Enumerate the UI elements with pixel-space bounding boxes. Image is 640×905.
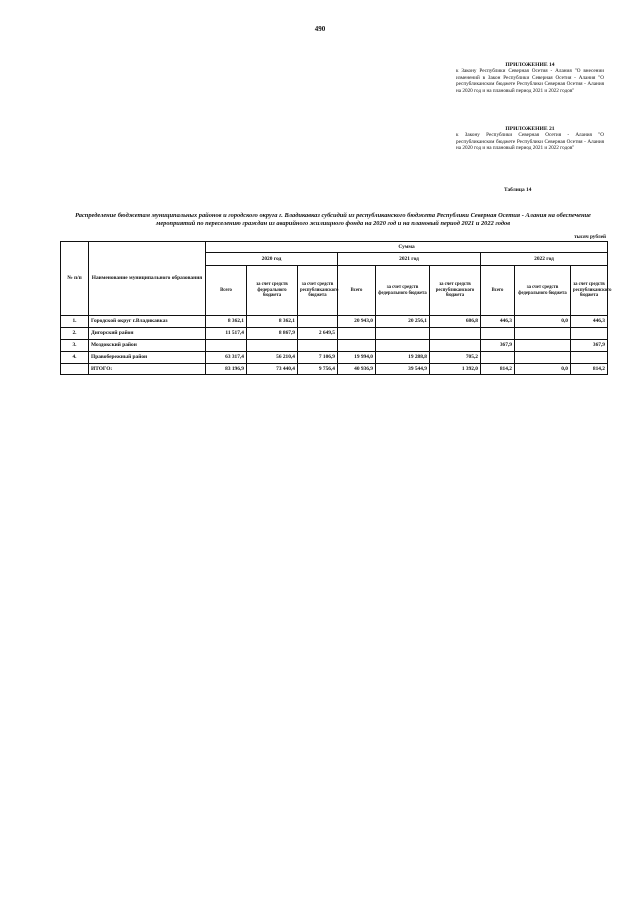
cell-2021-republic: [430, 340, 481, 352]
cell-2022-total: 446,3: [481, 316, 515, 328]
cell-2020-total: 63 317,4: [206, 352, 247, 364]
table-row: [61, 328, 608, 340]
units-label: тысяч рублей: [574, 234, 606, 240]
cell-2021-total: [338, 340, 376, 352]
total-2021-republic: 1 392,0: [430, 364, 481, 375]
cell-2021-republic: 686,8: [430, 316, 481, 328]
cell-2021-total: 19 994,0: [338, 352, 376, 364]
header-federal: за счет средств федерального бюджета: [376, 266, 430, 316]
total-2020-federal: 73 440,4: [247, 364, 298, 375]
header-federal: за счет средств федерального бюджета: [515, 266, 571, 316]
appendix-21-heading: ПРИЛОЖЕНИЕ 21: [505, 126, 555, 132]
row-number: 2.: [61, 328, 89, 340]
row-number: 4.: [61, 352, 89, 364]
cell-2021-total: 20 943,0: [338, 316, 376, 328]
cell-2022-total: [481, 352, 515, 364]
total-2022-federal: 0,0: [515, 364, 571, 375]
subsidy-table: [60, 241, 612, 375]
cell-2022-total: 367,9: [481, 340, 515, 352]
cell-2022-republic: 367,9: [571, 340, 608, 352]
cell-2021-republic: [430, 328, 481, 340]
appendix-14-block: [456, 62, 604, 94]
header-year-2020: 2020 год: [206, 253, 338, 266]
cell-2022-federal: 0,0: [515, 316, 571, 328]
header-year-2021: 2021 год: [338, 253, 481, 266]
row-number: 1.: [61, 316, 89, 328]
header-total: Всего: [206, 266, 247, 316]
row-name: Моздокский район: [89, 340, 206, 352]
row-number: 3.: [61, 340, 89, 352]
total-row: [61, 364, 608, 375]
header-republic: за счет средств республиканского бюджета: [571, 266, 608, 316]
cell-2020-total: 8 362,1: [206, 316, 247, 328]
cell-2020-republic: 7 106,9: [298, 352, 338, 364]
cell-2022-republic: [571, 352, 608, 364]
cell-2021-total: [338, 328, 376, 340]
total-2020-total: 83 196,9: [206, 364, 247, 375]
total-2021-federal: 39 544,9: [376, 364, 430, 375]
total-2021-total: 40 936,9: [338, 364, 376, 375]
table-row: [61, 340, 608, 352]
cell-2021-republic: 705,2: [430, 352, 481, 364]
header-total: Всего: [338, 266, 376, 316]
cell-2020-federal: 8 362,1: [247, 316, 298, 328]
cell-2021-federal: [376, 328, 430, 340]
cell-2020-federal: 8 867,9: [247, 328, 298, 340]
total-2022-total: 814,2: [481, 364, 515, 375]
row-name: Дигорский район: [89, 328, 206, 340]
row-name: Городской округ г.Владикавказ: [89, 316, 206, 328]
total-2020-republic: 9 756,4: [298, 364, 338, 375]
cell-2020-total: [206, 340, 247, 352]
header-republic: за счет средств республиканского бюджета: [298, 266, 338, 316]
cell-2021-federal: 20 256,1: [376, 316, 430, 328]
cell-2022-federal: [515, 328, 571, 340]
header-total: Всего: [481, 266, 515, 316]
total-num-cell: [61, 364, 89, 375]
table-row: [61, 352, 608, 364]
row-name: Правобережный район: [89, 352, 206, 364]
table-label: Таблица 14: [504, 187, 532, 193]
header-year-2022: 2022 год: [481, 253, 608, 266]
document-title: Распределение бюджетам муниципальных районов и городского округа г. Владикавказ субсидий из республиканского бюджета Республики Северная Осетия - Алания на обеспечение мероприятий по переселению граждан из аварийного жилищного фонда на 2020 год и на плановый период 2021 и 2022 годов: [75, 212, 591, 227]
page-number: 490: [314, 25, 326, 33]
cell-2022-republic: [571, 328, 608, 340]
cell-2022-total: [481, 328, 515, 340]
cell-2022-republic: 446,3: [571, 316, 608, 328]
cell-2022-federal: [515, 352, 571, 364]
total-2022-republic: 814,2: [571, 364, 608, 375]
cell-2020-total: 11 517,4: [206, 328, 247, 340]
appendix-21-text: к Закону Республики Северная Осетия - Алания "О республиканском бюджете Республики Северная Осетия - Алания на 2020 год и на плановый период 2021 и 2022 годов": [456, 132, 604, 152]
header-num: № п/п: [61, 242, 89, 316]
cell-2020-republic: [298, 340, 338, 352]
header-name: Наименование муниципального образования: [89, 242, 206, 316]
appendix-14-heading: ПРИЛОЖЕНИЕ 14: [505, 62, 555, 68]
cell-2022-federal: [515, 340, 571, 352]
cell-2020-republic: 2 649,5: [298, 328, 338, 340]
cell-2021-federal: 19 288,8: [376, 352, 430, 364]
header-republic: за счет средств республиканского бюджета: [430, 266, 481, 316]
cell-2020-republic: [298, 316, 338, 328]
header-federal: за счет средств федерального бюджета: [247, 266, 298, 316]
cell-2020-federal: 56 210,4: [247, 352, 298, 364]
header-sum: Сумма: [206, 242, 608, 253]
total-label: ИТОГО:: [89, 364, 206, 375]
appendix-21-block: [456, 126, 604, 152]
table-row: [61, 316, 608, 328]
cell-2020-federal: [247, 340, 298, 352]
cell-2021-federal: [376, 340, 430, 352]
appendix-14-text: к Закону Республики Северная Осетия - Алания "О внесении изменений в Закон Республики Северная Осетия - Алания "О республиканском бюджете Республики Северная Осетия - Алания на 2020 год и на плановый период 2021 и 2022 годов": [456, 68, 604, 94]
